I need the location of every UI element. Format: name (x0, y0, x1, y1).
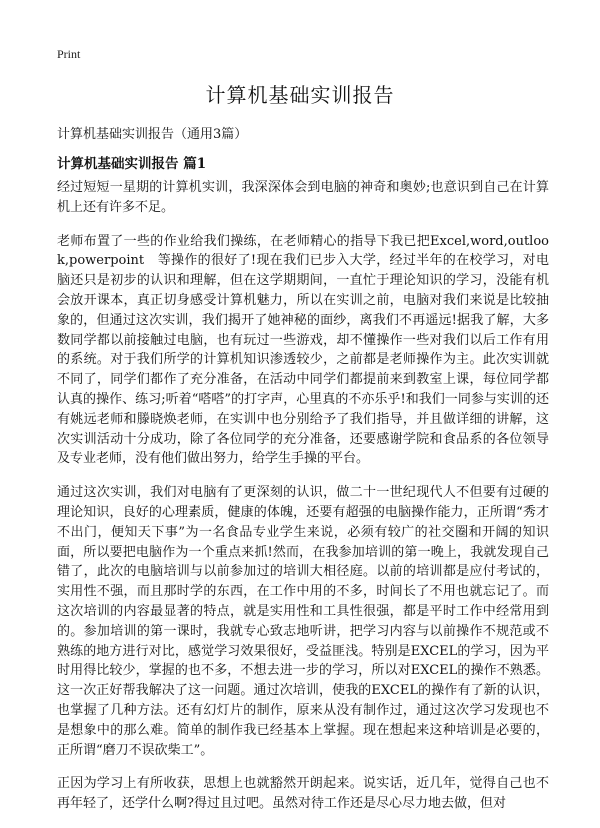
document-body (57, 178, 549, 828)
paragraph: 经过短短一星期的计算机实训，我深深体会到电脑的神奇和奥妙;也意识到自己在计算机上还有许多不足。 (57, 180, 549, 215)
paragraph: 通过这次实训，我们对电脑有了更深刻的认识，做二十一世纪现代人不但要有过硬的理论知识，良好的心理素质，健康的体魄，还要有超强的电脑操作能力，正所谓“秀才不出门，便知天下事”为一名食品专业学生来说，必须有较广的社交圈和开阔的知识面，所以要把电脑作为一个重点来抓!然而，在我参加培训的第一晚上，我就发现自己错了，此次的电脑培训与以前参加过的培训大相径庭。以前的培训都是应付考试的，实用性不强，而且那时学的东西，在工作中用的不多，时间长了不用也就忘记了。而这次培训的内容最显著的特点，就是实用性和工具性很强，都是平时工作中经常用到的。参加培训的第一课时，我就专心致志地听讲，把学习内容与以前操作不规范或不熟练的地方进行对比，感觉学习效果很好，受益匪浅。特别是EXCEL的学习，因为平时用得比较少，掌握的也不多，不想去进一步的学习，所以对EXCEL的操作不熟悉。这一次正好帮我解决了这一问题。通过次培训，使我的EXCEL的操作有了新的认识，也掌握了几种方法。还有幻灯片的制作，原来从没有制作过，通过这次学习发现也不是想象中的那么难。简单的制作我已经基本上掌握。现在想起来这种培训是必要的，正所谓“磨刀不误砍柴工”。 (57, 485, 549, 758)
print-link[interactable]: Print (57, 47, 81, 61)
paragraph: 正因为学习上有所收获，思想上也就豁然开朗起来。说实话，近几年，觉得自己也不再年轻了，还学什么啊?得过且过吧。虽然对待工作还是尽心尽力地去做，但对 (57, 776, 549, 812)
section-heading: 计算机基础实训报告 篇1 (57, 156, 207, 172)
document-subtitle: 计算机基础实训报告（通用3篇） (57, 127, 248, 142)
document-title: 计算机基础实训报告 (205, 83, 395, 107)
paragraph: 老师布置了一些的作业给我们操练，在老师精心的指导下我已把Excel,word,outlook,powerpoint 等操作的很好了!现在我们已步入大学，经过半年的在校学习，对电脑还只是初步的认识和理解，但在这学期期间，一直忙于理论知识的学习，没能有机会放开课本，真正切身感受计算机魅力，所以在实训之前，电脑对我们来说是比较抽象的，但通过这次实训，我们揭开了她神秘的面纱，离我们不再遥远!据我了解，大多数同学都以前接触过电脑，也有玩过一些游戏，却不懂操作一些对我们以后工作有用的系统。对于我们所学的计算机知识渗透较少，之前都是老师操作为主。此次实训就不同了，同学们都作了充分准备，在活动中同学们都提前来到教室上课，每位同学都认真的操作、练习;听着“嗒嗒”的打字声，心里真的不亦乐乎!和我们一同参与实训的还有姚远老师和滕晓焕老师，在实训中也分别给予了我们指导，并且做详细的讲解，这次实训活动十分成功，除了各位同学的充分准备，还要感谢学院和食品系的各位领导及专业老师，没有他们做出努力，给学生手操的平台。 (57, 233, 549, 467)
